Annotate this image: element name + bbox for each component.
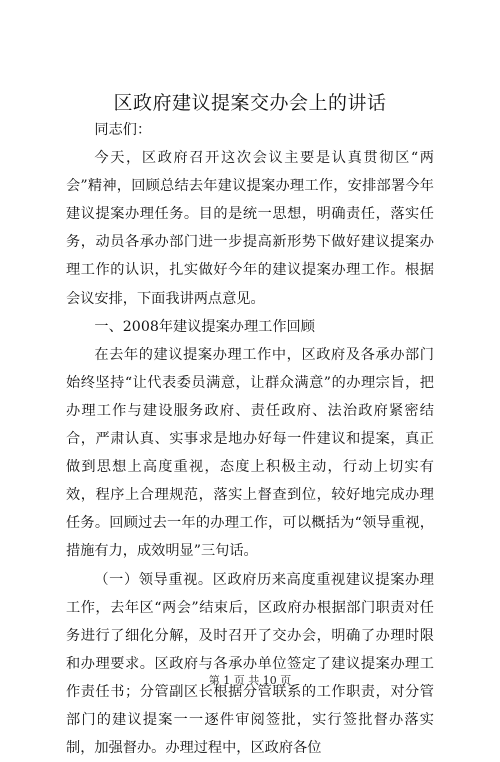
document-body <box>66 116 434 762</box>
page-title: 区政府建议提案交办会上的讲话 <box>0 88 500 115</box>
section-heading: 一、2008年建议提案办理工作回顾 <box>66 313 434 341</box>
greeting-paragraph: 同志们： <box>66 116 434 144</box>
leadership-paragraph: （一）领导重视。区政府历来高度重视建议提案办理工作，去年区“两会”结束后，区政府办根据部门职责对任务进行了细化分解，及时召开了交办会，明确了办理时限和办理要求。区政府与各承办单位签定了建议提案办理工作责任书；分管副区长根据分管联系的工作职责，对分管部门的建议提案一一逐件审阅签批，实行签批督办落实制，加强督办。办理过程中，区政府各位 <box>66 566 434 762</box>
intro-paragraph: 今天，区政府召开这次会议主要是认真贯彻区“两会”精神，回顾总结去年建议提案办理工作，安排部署今年建议提案办理任务。目的是统一思想，明确责任，落实任务，动员各承办部门进一步提高新形势下做好建议提案办理工作的认识，扎实做好今年的建议提案办理工作。根据会议安排，下面我讲两点意见。 <box>66 144 434 313</box>
page-number: 第 1 页 共 10 页 <box>0 672 500 688</box>
review-paragraph: 在去年的建议提案办理工作中，区政府及各承办部门始终坚持“让代表委员满意，让群众满意”的办理宗旨，把办理工作与建设服务政府、责任政府、法治政府紧密结合，严肃认真、实事求是地办好每一件建议和提案，真正做到思想上高度重视，态度上积极主动，行动上切实有效，程序上合理规范，落实上督查到位，较好地完成办理任务。回顾过去一年的办理工作，可以概括为“领导重视，措施有力，成效明显”三句话。 <box>66 341 434 566</box>
